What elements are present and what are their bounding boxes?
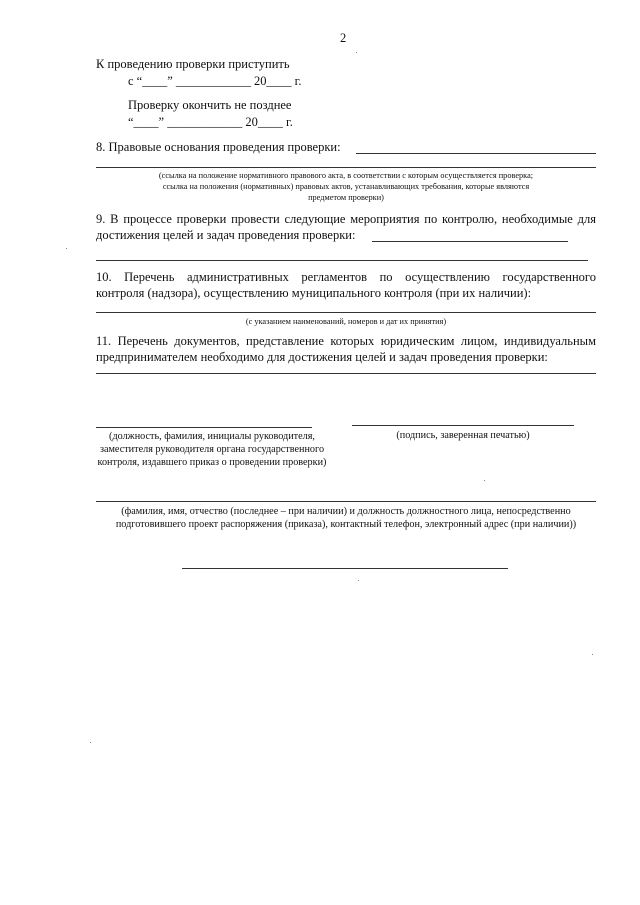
section9-line-1: 9. В процессе проверки провести следующие мероприятия по контролю, необходимые для — [96, 212, 596, 226]
finish-heading: Проверку окончить не позднее — [128, 98, 292, 112]
scan-speck — [66, 248, 67, 249]
closing-line — [182, 568, 508, 569]
scan-speck — [358, 580, 359, 581]
section8-note-2: ссылка на положения (нормативных) правовых актов, устанавливающих требования, которые являются — [162, 182, 530, 191]
section10-line-1: 10. Перечень административных регламентов по осуществлению государственного — [96, 270, 596, 284]
section8-note-1: (ссылка на положение нормативного правового акта, в соответствии с которым осуществляется проверка; — [158, 171, 534, 180]
preparer-line — [96, 501, 596, 502]
section8-note-3: предметом проверки) — [308, 193, 384, 202]
page-number: 2 — [340, 31, 347, 45]
start-date-line: с “____” ____________ 20____ г. — [128, 74, 302, 88]
section10-line-2: контроля (надзора), осуществлению муниципального контроля (при их наличии): — [96, 286, 532, 300]
preparer-caption-2: подготовившего проект распоряжения (приказа), контактный телефон, электронный адрес (при наличии)) — [115, 519, 577, 530]
finish-date-line: “____” ____________ 20____ г. — [128, 115, 293, 129]
section9-line-2: достижения целей и задач проведения проверки: — [96, 228, 356, 242]
signature-left-caption-2: заместителя руководителя органа государственного — [99, 444, 325, 455]
scan-speck — [90, 742, 91, 743]
scan-speck — [356, 52, 357, 53]
section11-fill-line — [96, 373, 596, 374]
section11-line-2: предпринимателем необходимо для достижения целей и задач проведения проверки: — [96, 350, 548, 364]
start-heading: К проведению проверки приступить — [96, 57, 290, 71]
scan-speck — [592, 654, 593, 655]
section8-fill-line — [356, 153, 596, 154]
signature-left-caption-3: контроля, издавшего приказ о проведении проверки) — [97, 457, 327, 468]
signature-left-line — [96, 427, 312, 428]
section9-fill-line-2 — [96, 260, 588, 261]
section10-fill-line — [96, 312, 596, 313]
section10-note: (с указанием наименований, номеров и дат их принятия) — [245, 317, 447, 326]
section8-label: 8. Правовые основания проведения проверки: — [96, 140, 341, 154]
signature-left-caption-1: (должность, фамилия, инициалы руководителя, — [109, 431, 315, 442]
signature-right-caption: (подпись, заверенная печатью) — [396, 430, 530, 441]
signature-right-line — [352, 425, 574, 426]
section9-fill-line — [372, 241, 568, 242]
scan-speck — [484, 480, 485, 481]
preparer-caption-1: (фамилия, имя, отчество (последнее – при наличии) и должность должностного лица, непосредственно — [121, 506, 571, 517]
section11-line-1: 11. Перечень документов, представление которых юридическим лицом, индивидуальным — [96, 334, 596, 348]
section8-fill-line-2 — [96, 167, 596, 168]
